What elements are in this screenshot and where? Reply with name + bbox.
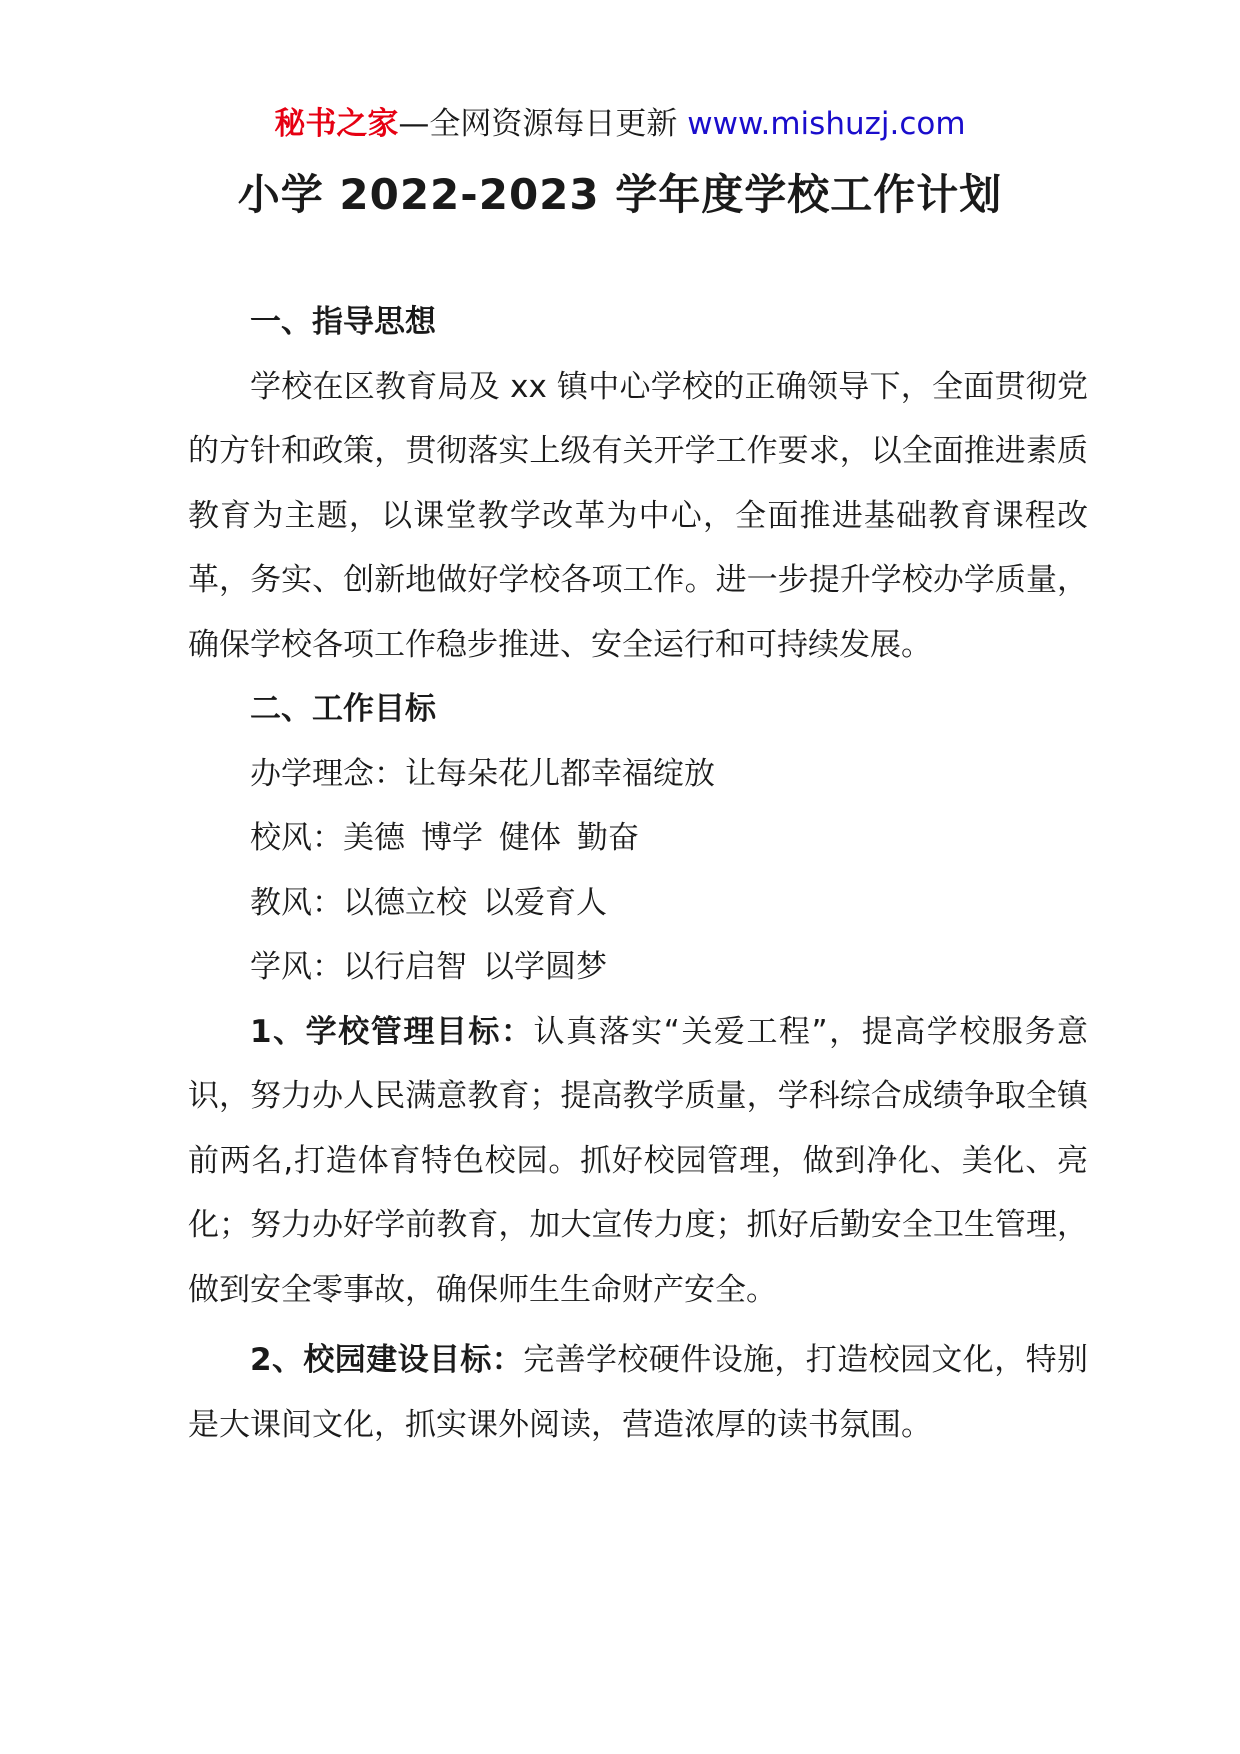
site-banner: [0, 100, 1240, 148]
management-goal-paragraph: [188, 1000, 1088, 1323]
campus-goal-paragraph: [188, 1328, 1088, 1457]
site-url-link[interactable]: www.mishuzj.com: [687, 106, 966, 142]
school-spirit-item: 健体: [499, 820, 561, 856]
management-goal-text: 认真落实“关爱工程”，提高学校服务意识，努力办人民满意教育；提高教学质量，学科综合成绩争取全镇前两名,打造体育特色校园。抓好校园管理，做到净化、美化、亮化；努力办好学前教育，加大宣传力度；抓好后勤安全卫生管理，做到安全零事故，确保师生生命财产安全。: [188, 1013, 1088, 1308]
philosophy-line: 办学理念：让每朵花儿都幸福绽放: [250, 755, 715, 792]
section-heading-goals: 二、工作目标: [250, 691, 436, 727]
school-spirit-item: 博学: [421, 820, 483, 856]
study-style-item: 以行启智: [343, 949, 467, 985]
teaching-style-label: 教风：: [250, 884, 343, 921]
school-spirit-item: 勤奋: [577, 820, 639, 856]
banner-tagline: —全网资源每日更新: [398, 106, 688, 142]
campus-goal-lead: 2、校园建设目标：: [250, 1342, 524, 1378]
school-spirit-line: [188, 806, 1088, 871]
study-style-line: [188, 935, 1088, 1000]
study-style-item: 以学圆梦: [483, 949, 607, 985]
teaching-style-item: 以爱育人: [483, 884, 607, 921]
school-spirit-label: 校风：: [250, 820, 343, 856]
document-title: 小学 2022-2023 学年度学校工作计划: [237, 170, 1003, 219]
brand-name: 秘书之家: [274, 106, 399, 142]
teaching-style-item: 以德立校: [343, 884, 467, 921]
school-spirit-item: 美德: [343, 820, 405, 856]
section-heading-guiding: 一、指导思想: [250, 304, 436, 340]
management-goal-lead: 1、学校管理目标：: [250, 1013, 534, 1050]
document-body: [188, 290, 1088, 1457]
teaching-style-line: [188, 871, 1088, 936]
study-style-label: 学风：: [250, 949, 343, 985]
paragraph-guiding: 学校在区教育局及 xx 镇中心学校的正确领导下，全面贯彻党的方针和政策，贯彻落实上级有关开学工作要求，以全面推进素质教育为主题，以课堂教学改革为中心，全面推进基础教育课程改革，务实、创新地做好学校各项工作。进一步提升学校办学质量，确保学校各项工作稳步推进、安全运行和可持续发展。: [188, 368, 1088, 663]
campus-goal-text: 完善学校硬件设施，打造校园文化，特别是大课间文化，抓实课外阅读，营造浓厚的读书氛围。: [188, 1342, 1088, 1443]
